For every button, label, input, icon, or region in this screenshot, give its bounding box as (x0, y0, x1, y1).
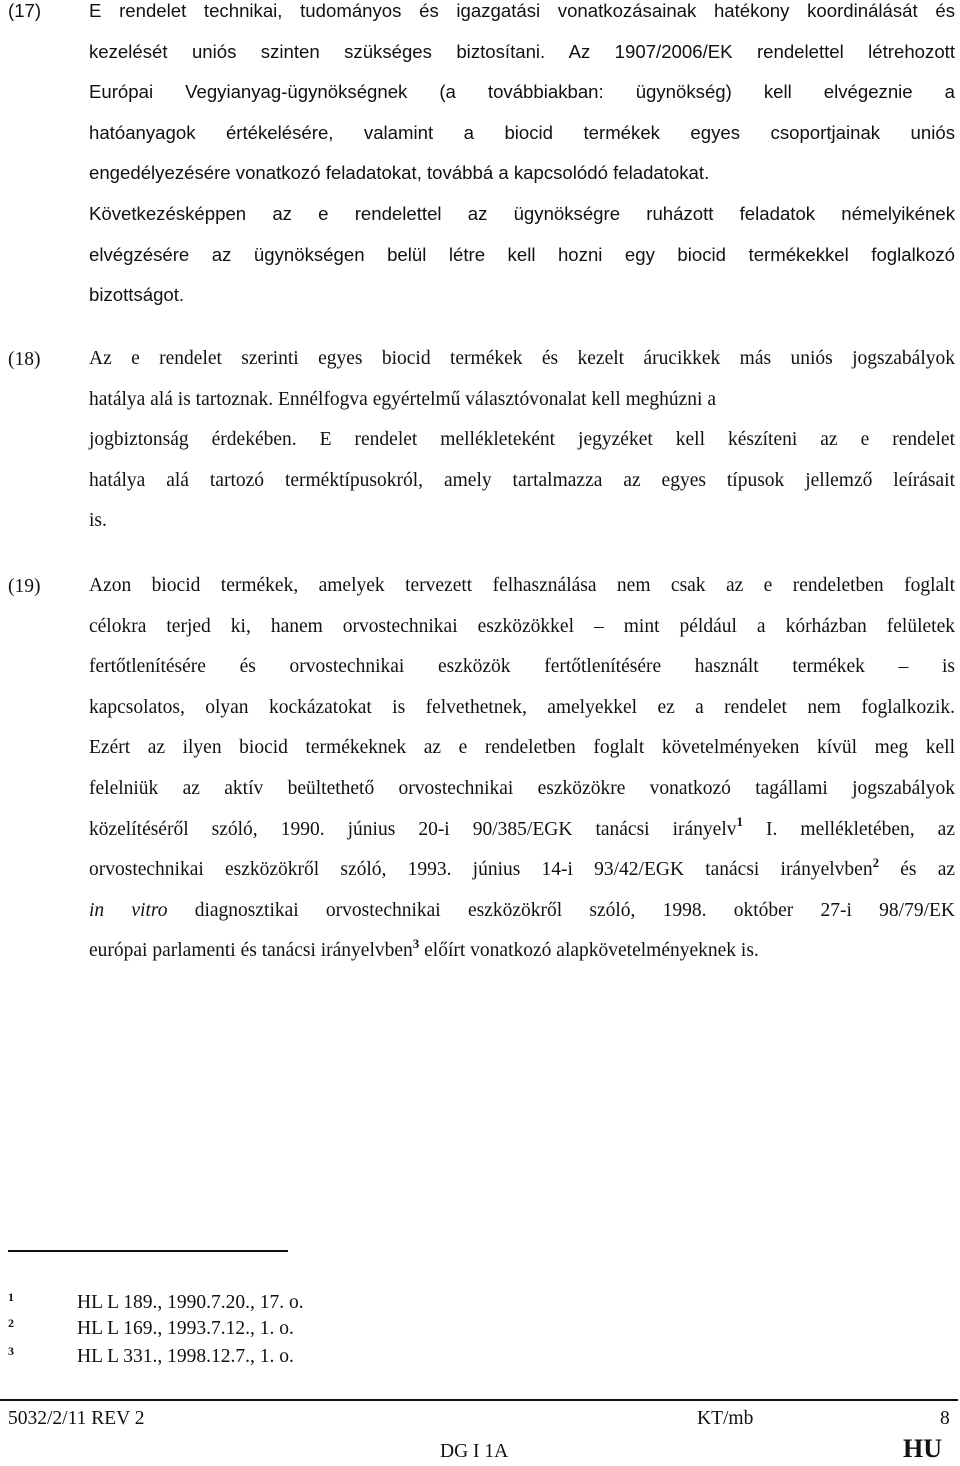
text-line: Következésképpen az e rendelettel az ügynökségre ruházott feladatok némelyikének (89, 202, 955, 224)
footnote-ref-3: 3 (412, 935, 420, 951)
text-line: Ezért az ilyen biocid termékeknek az e rendeletben foglalt követelményeken kívül meg kell (89, 737, 955, 759)
footnote-1 (0, 1292, 600, 1318)
language-code: HU (903, 1434, 942, 1463)
text-line: felelniük az aktív beültethető orvostechnikai eszközökre vonatkozó tagállami jogszabályok (89, 777, 955, 799)
text-line: bizottságot. (89, 284, 185, 306)
text-line: elvégzésére az ügynökségen belül létre kell hozni egy biocid termékekkel foglalkozó (89, 243, 955, 265)
footnote-ref-2: 2 (872, 854, 880, 870)
directorate-code: DG I 1A (440, 1441, 509, 1462)
paragraph-number: (19) (8, 576, 41, 597)
text-line: kapcsolatos, olyan kockázatokat is felvethetnek, amelyekkel ez a rendelet nem foglalkozik. (89, 696, 955, 718)
text-line: engedélyezésére vonatkozó feladatokat, továbbá a kapcsolódó feladatokat. (89, 162, 710, 184)
text-line: Azon biocid termékek, amelyek tervezett felhasználása nem csak az e rendeletben foglalt (89, 575, 955, 596)
footnote-text: HL L 331., 1998.12.7., 1. o. (77, 1346, 294, 1367)
document-reference: 5032/2/11 REV 2 (8, 1408, 145, 1429)
footnote-3 (0, 1346, 600, 1372)
text-line: orvostechnikai eszközökről szóló, 1993. június 14-i 93/42/EGK tanácsi irányelvben$^2$ és az (89, 854, 955, 881)
footnote-text: HL L 169., 1993.7.12., 1. o. (77, 1318, 294, 1339)
footnote-mark: 3 (8, 1344, 14, 1358)
text-line: európai parlamenti és tanácsi irányelvben$^3$ előírt vonatkozó alapkövetelményeknek is. (89, 935, 759, 962)
paragraph-number: (17) (8, 0, 42, 21)
text-line: hatóanyagok értékelésére, valamint a biocid termékek egyes csoportjainak uniós (89, 121, 955, 143)
text-line: kezelését uniós szinten szükséges biztosítani. Az 1907/2006/EK rendelettel létrehozott (89, 40, 955, 62)
footnote-text: HL L 189., 1990.7.20., 17. o. (77, 1292, 304, 1313)
text-line: in vitro diagnosztikai orvostechnikai eszközökről szóló, 1998. október 27-i 98/79/EK (89, 899, 955, 921)
text-line: közelítéséről szóló, 1990. június 20-i 90/385/EGK tanácsi irányelv$^1$ I. mellékletében, az (89, 814, 955, 840)
page-number: 8 (940, 1408, 950, 1429)
footnote-mark: 1 (8, 1290, 14, 1304)
text-line: Európai Vegyianyag-ügynökségnek (a továbbiakban: ügynökség) kell elvégeznie a (89, 81, 955, 103)
footnote-mark: 2 (8, 1316, 14, 1330)
text-line: hatálya alá is tartoznak. Ennélfogva egyértelmű választóvonalat kell meghúzni a (89, 388, 716, 410)
footnote-ref-1: 1 (736, 814, 743, 830)
footer-separator (0, 1399, 958, 1401)
text-line: E rendelet technikai, tudományos és igazgatási vonatkozásainak hatékony koordinálását és (89, 0, 955, 21)
text-line: célokra terjed ki, hanem orvostechnikai eszközökkel – mint például a kórházban felületek (89, 615, 955, 637)
text-line: is. (89, 510, 107, 532)
author-initials: KT/mb (697, 1408, 754, 1429)
footnote-2 (0, 1318, 600, 1344)
paragraph-number: (18) (8, 349, 41, 370)
italic-term: in vitro (89, 899, 168, 921)
text-line: hatálya alá tartozó terméktípusokról, amely tartalmazza az egyes típusok jellemző leírásait (89, 469, 955, 491)
text-line: fertőtlenítésére és orvostechnikai eszközök fertőtlenítésére használt termékek – is (89, 656, 955, 678)
text-line: jogbiztonság érdekében. E rendelet mellékleteként jegyzéket kell készíteni az e rendelet (89, 429, 955, 451)
text-line: Az e rendelet szerinti egyes biocid termékek és kezelt árucikkek más uniós jogszabályok (89, 348, 955, 369)
footnote-separator (8, 1250, 288, 1252)
